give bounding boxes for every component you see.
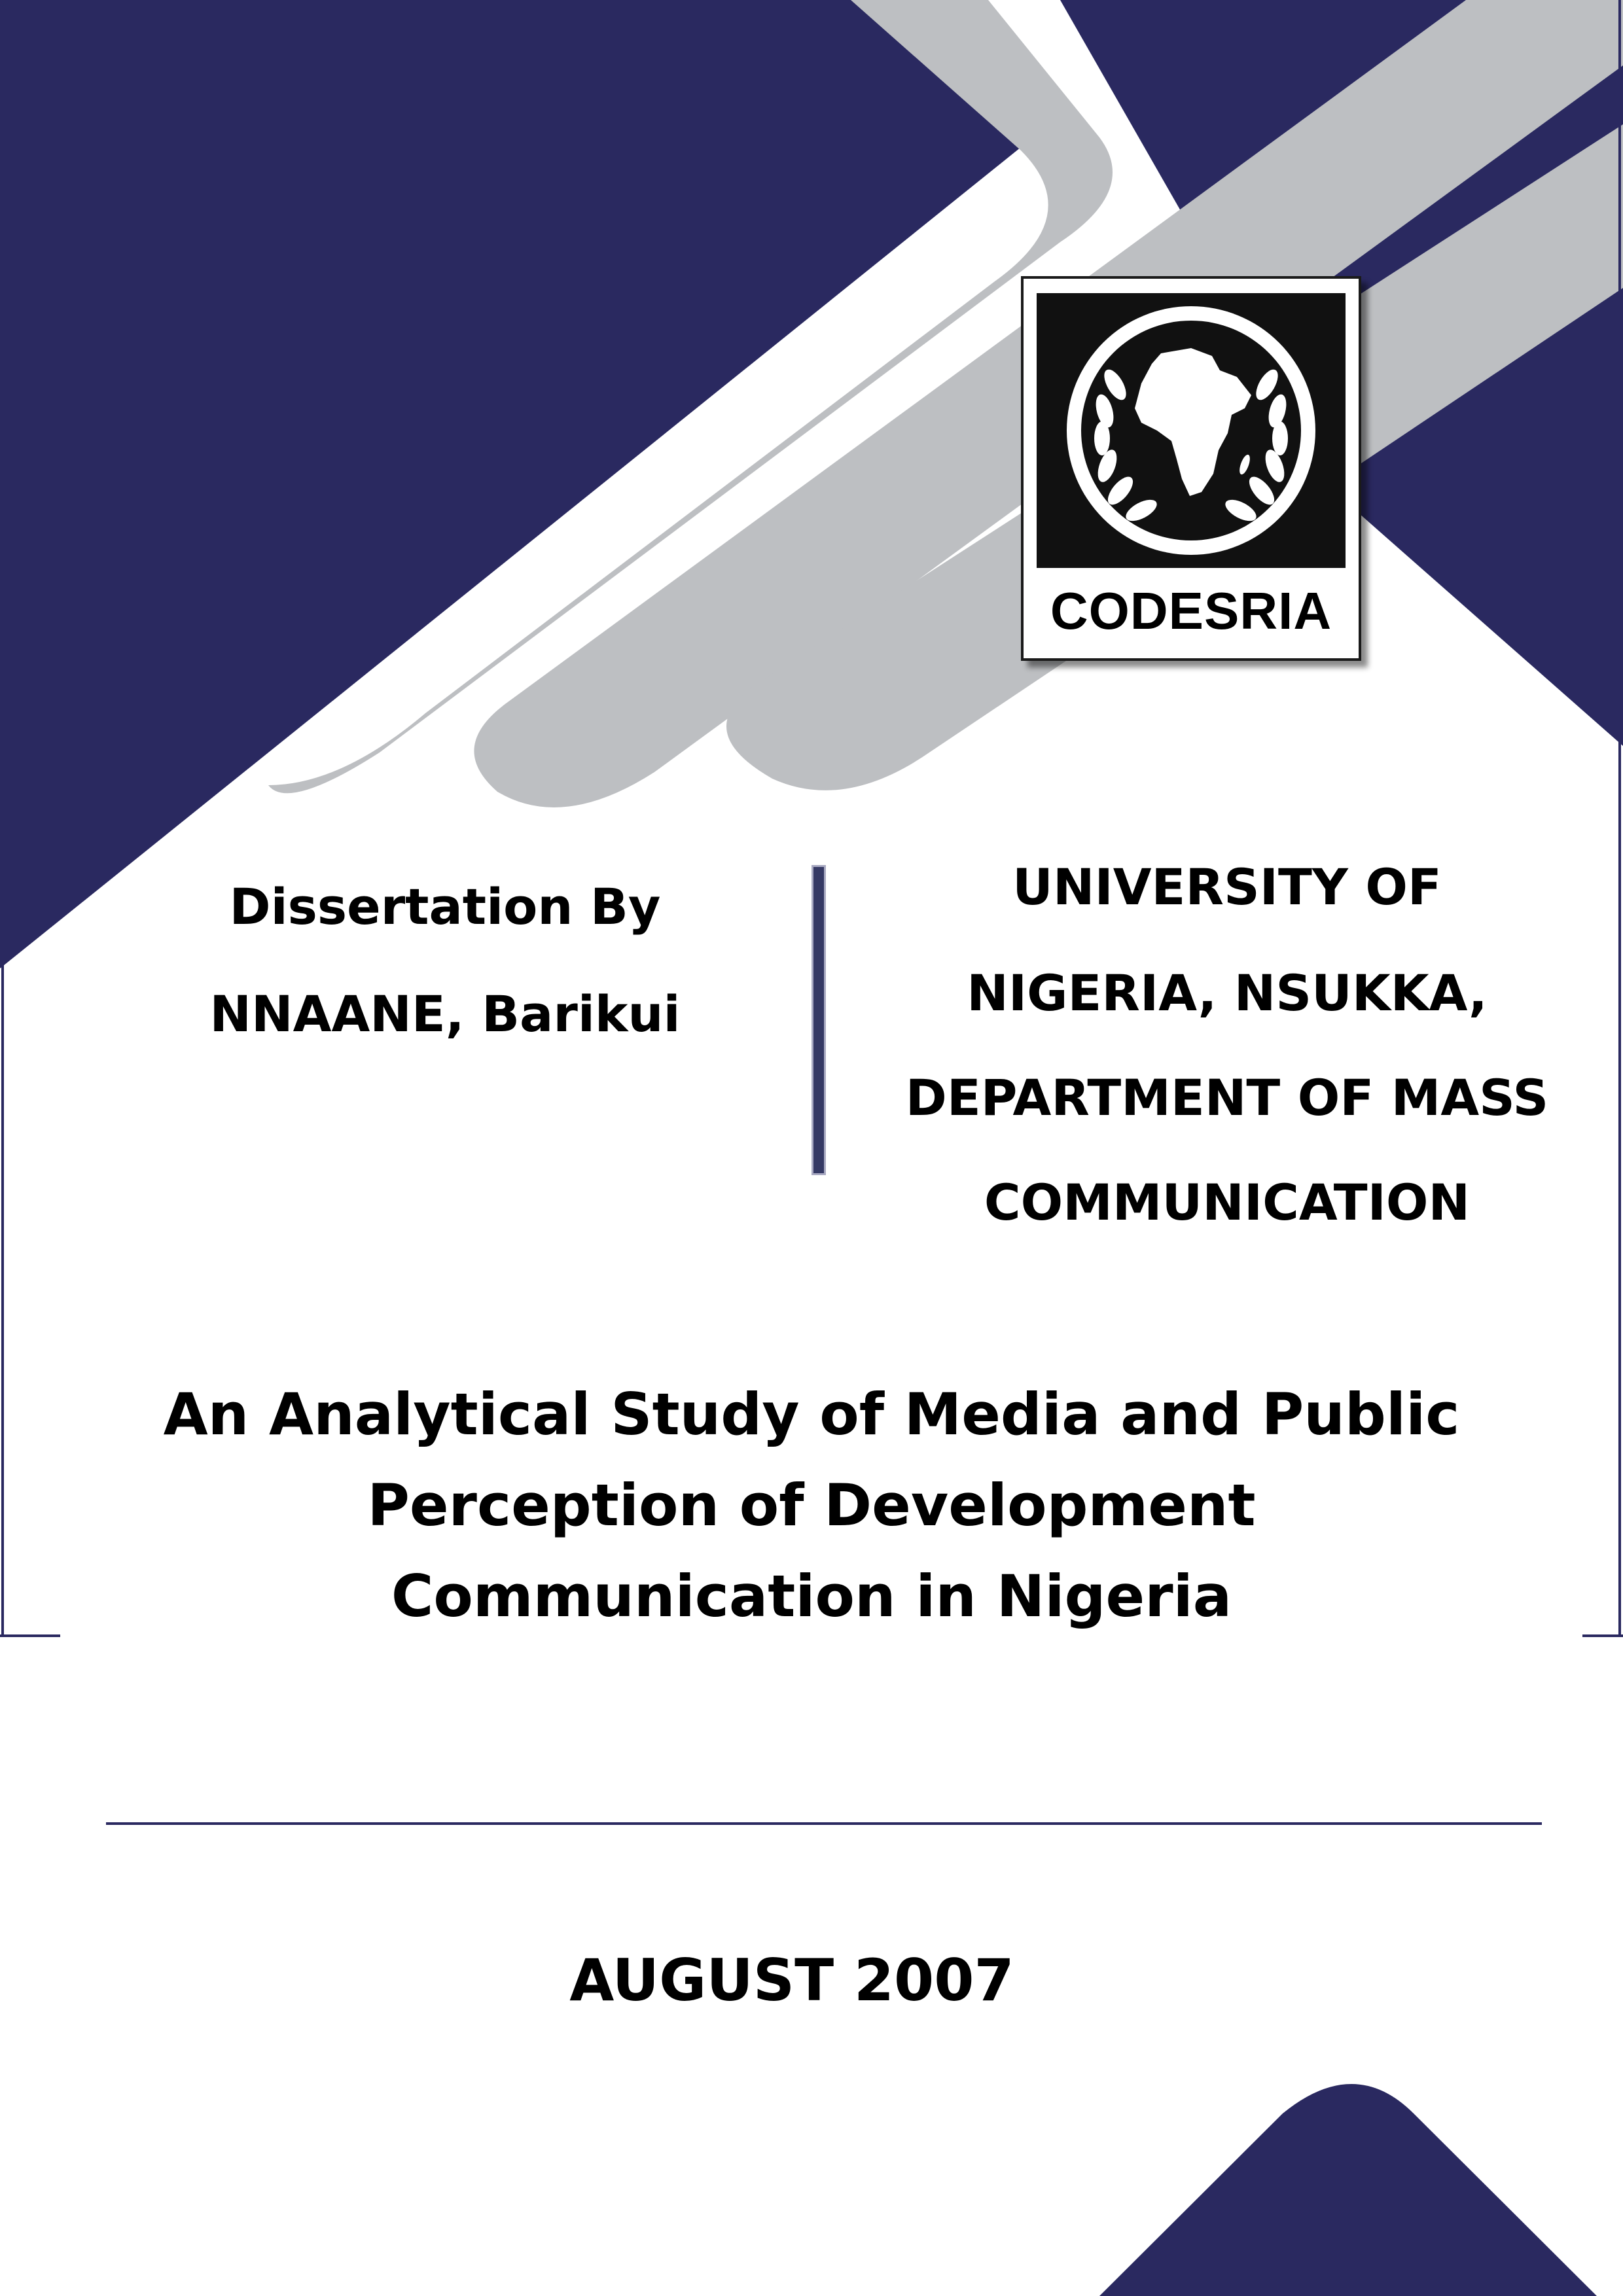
institution-line: COMMUNICATION [984, 1173, 1471, 1231]
publication-date: AUGUST 2007 [569, 1947, 1014, 2014]
author-name: NNAANE, Barikui [209, 985, 681, 1043]
author-heading: Dissertation By [229, 877, 661, 936]
institution-line: UNIVERSITY OF [1012, 858, 1442, 916]
vertical-divider [812, 865, 826, 1175]
codesria-logo [1021, 276, 1361, 661]
logo-wordmark: CODESRIA [1050, 582, 1332, 640]
title-line: An Analytical Study of Media and Public [163, 1381, 1460, 1448]
title-line: Communication in Nigeria [391, 1563, 1232, 1630]
institution-line: DEPARTMENT OF MASS [905, 1069, 1549, 1127]
africa-laurel-icon [1037, 293, 1346, 568]
navy-bottom-triangle [1099, 2084, 1597, 2296]
title-line: Perception of Development [367, 1472, 1256, 1539]
institution-line: NIGERIA, NSUKKA, [967, 964, 1488, 1022]
